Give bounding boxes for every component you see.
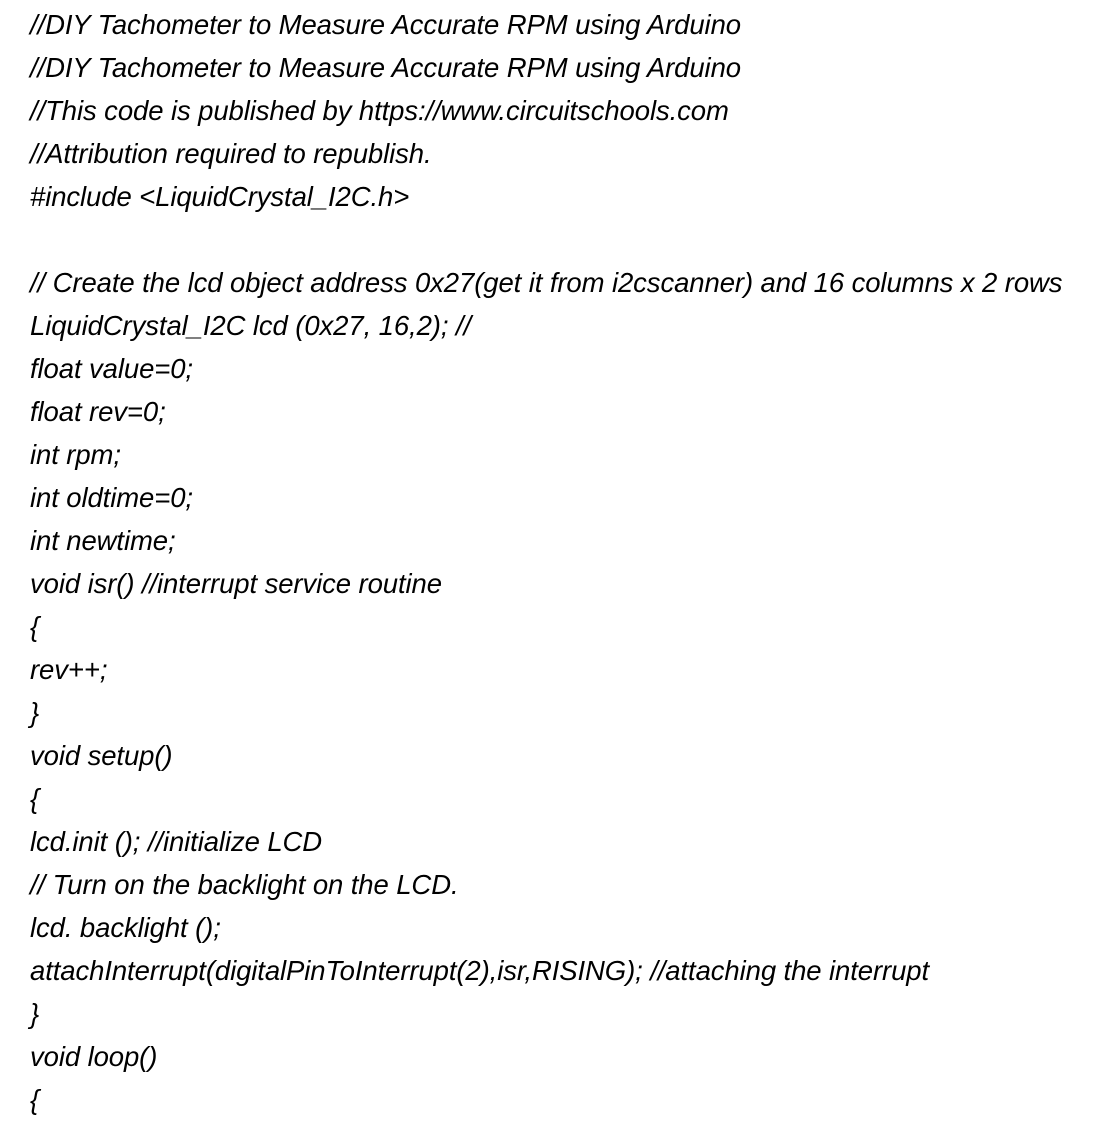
code-line: void isr() //interrupt service routine bbox=[30, 568, 442, 599]
code-line: void loop() bbox=[30, 1041, 158, 1072]
code-line: float value=0; bbox=[30, 353, 193, 384]
code-line: int rpm; bbox=[30, 439, 121, 470]
code-line: #include <LiquidCrystal_I2C.h> bbox=[30, 181, 410, 212]
code-line: lcd.init (); //initialize LCD bbox=[30, 826, 323, 857]
code-line: { bbox=[30, 1084, 40, 1115]
code-line: } bbox=[30, 998, 40, 1029]
code-line: // Create the lcd object address 0x27(get it from i2cscanner) and 16 columns x 2 rows bbox=[30, 267, 1063, 298]
code-line: rev++; bbox=[30, 654, 108, 685]
code-line: { bbox=[30, 783, 40, 814]
code-line: float rev=0; bbox=[30, 396, 166, 427]
code-line: attachInterrupt(digitalPinToInterrupt(2),isr,RISING); //attaching the interrupt bbox=[30, 955, 930, 986]
code-line: int oldtime=0; bbox=[30, 482, 193, 513]
code-listing bbox=[30, 3, 1115, 1121]
code-line: // Turn on the backlight on the LCD. bbox=[30, 869, 459, 900]
code-line: //This code is published by https://www.circuitschools.com bbox=[30, 95, 729, 126]
code-line: //DIY Tachometer to Measure Accurate RPM using Arduino bbox=[30, 9, 741, 40]
code-line: int newtime; bbox=[30, 525, 176, 556]
code-line: //DIY Tachometer to Measure Accurate RPM using Arduino bbox=[30, 52, 741, 83]
code-line: lcd. backlight (); bbox=[30, 912, 221, 943]
code-line: { bbox=[30, 611, 40, 642]
code-line: LiquidCrystal_I2C lcd (0x27, 16,2); // bbox=[30, 310, 471, 341]
code-line: } bbox=[30, 697, 40, 728]
code-line: void setup() bbox=[30, 740, 173, 771]
code-line: //Attribution required to republish. bbox=[30, 138, 432, 169]
blank-line bbox=[30, 218, 1115, 261]
